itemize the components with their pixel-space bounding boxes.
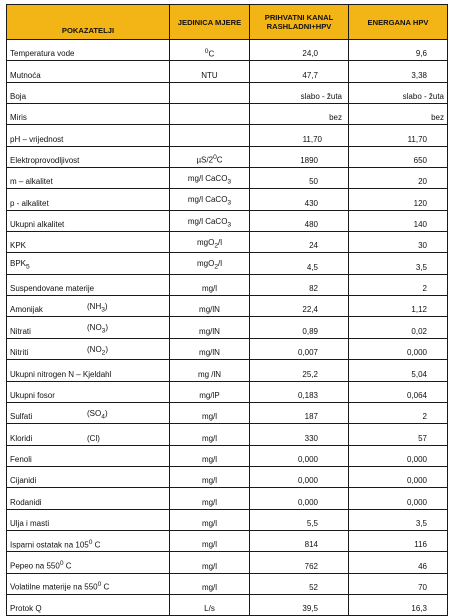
energana-hpv-value: 11,70: [349, 125, 448, 146]
parameter-cell: [7, 274, 170, 295]
table-row: [7, 253, 448, 274]
parameter-name: Rodanidi: [10, 497, 42, 507]
parameter-name: p - alkalitet: [10, 198, 49, 208]
table-row: [7, 594, 448, 615]
parameter-cell: [7, 360, 170, 381]
unit-cell: mg/l CaCO$_3$: [170, 189, 250, 210]
unit-cell: [170, 104, 250, 125]
unit-cell: mg/l: [170, 424, 250, 445]
unit-cell: mgO$_2$/l: [170, 253, 250, 274]
energana-hpv-value: 0,064: [349, 381, 448, 402]
prihvatni-kanal-value: 430: [250, 189, 349, 210]
parameter-name: Miris: [10, 113, 27, 123]
table-row: [7, 104, 448, 125]
parameter-cell: [7, 424, 170, 445]
parameter-cell: [7, 40, 170, 61]
parameter-cell: [7, 402, 170, 423]
parameter-cell: [7, 488, 170, 509]
energana-hpv-value: 0,000: [349, 488, 448, 509]
prihvatni-kanal-value: 0,89: [250, 317, 349, 338]
table-row: [7, 232, 448, 253]
header-energana-hpv: ENERGANA HPV: [349, 5, 448, 40]
table-row: [7, 573, 448, 594]
header-row: [7, 5, 448, 40]
unit-cell: mg/l: [170, 274, 250, 295]
energana-hpv-value: bez: [349, 104, 448, 125]
parameter-cell: [7, 594, 170, 615]
prihvatni-kanal-value: 187: [250, 402, 349, 423]
energana-hpv-value: 120: [349, 189, 448, 210]
unit-cell: mg /lN: [170, 360, 250, 381]
energana-hpv-value: slabo - žuta: [349, 82, 448, 103]
prihvatni-kanal-value: 47,7: [250, 61, 349, 82]
parameter-name: Fenoli: [10, 454, 32, 464]
header-jedinica-mjere: JEDINICA MJERE: [170, 5, 250, 40]
prihvatni-kanal-value: 22,4: [250, 296, 349, 317]
unit-cell: NTU: [170, 61, 250, 82]
table-row: [7, 40, 448, 61]
energana-hpv-value: 0,02: [349, 317, 448, 338]
table-row: [7, 530, 448, 551]
parameter-name: Amonijak: [10, 305, 43, 315]
prihvatni-kanal-value: 39,5: [250, 594, 349, 615]
table-row: [7, 445, 448, 466]
prihvatni-kanal-value: 0,007: [250, 338, 349, 359]
table-row: [7, 509, 448, 530]
energana-hpv-value: 16,3: [349, 594, 448, 615]
parameter-formula: (Cl): [87, 433, 100, 443]
parameter-formula: $(NH_3)$: [87, 301, 108, 314]
parameter-name: Ukupni nitrogen N – Kjeldahl: [10, 369, 112, 379]
parameter-name: Sulfati: [10, 412, 33, 422]
parameter-formula: $(NO_3)$: [87, 323, 109, 335]
prihvatni-kanal-value: 5,5: [250, 509, 349, 530]
parameter-name: m – alkalitet: [10, 177, 53, 187]
prihvatni-kanal-value: 814: [250, 530, 349, 551]
parameter-cell: [7, 381, 170, 402]
table-row: [7, 317, 448, 338]
parameter-name: Boja: [10, 92, 27, 102]
energana-hpv-value: 116: [349, 530, 448, 551]
table-body: [7, 40, 448, 616]
unit-cell: mg/l: [170, 402, 250, 423]
unit-cell: mg/lP: [170, 381, 250, 402]
parameter-name: Kloridi: [10, 433, 33, 443]
energana-hpv-value: 70: [349, 573, 448, 594]
prihvatni-kanal-value: 52: [250, 573, 349, 594]
parameter-cell: [7, 232, 170, 253]
energana-hpv-value: 46: [349, 552, 448, 573]
energana-hpv-value: 2: [349, 274, 448, 295]
prihvatni-kanal-value: 50: [250, 168, 349, 189]
energana-hpv-value: 0,000: [349, 338, 448, 359]
parameter-cell: [7, 338, 170, 359]
unit-cell: mg/l: [170, 509, 250, 530]
parameter-name: Protok Q: [10, 604, 42, 614]
table-row: [7, 168, 448, 189]
unit-cell: mg/lN: [170, 296, 250, 317]
prihvatni-kanal-value: 82: [250, 274, 349, 295]
prihvatni-kanal-value: slabo - žuta: [250, 82, 349, 103]
unit-cell: $\mu S/2^0C$: [170, 146, 250, 167]
prihvatni-kanal-value: 0,000: [250, 445, 349, 466]
prihvatni-kanal-value: 1890: [250, 146, 349, 167]
table-row: [7, 466, 448, 487]
parameter-cell: [7, 466, 170, 487]
energana-hpv-value: 20: [349, 168, 448, 189]
energana-hpv-value: 2: [349, 402, 448, 423]
energana-hpv-value: 3,5: [349, 509, 448, 530]
energana-hpv-value: 0,000: [349, 466, 448, 487]
table-row: [7, 189, 448, 210]
prihvatni-kanal-value: 0,183: [250, 381, 349, 402]
energana-hpv-value: 1,12: [349, 296, 448, 317]
parameter-formula: $(SO_4)$: [87, 408, 108, 421]
unit-cell: mg/l: [170, 466, 250, 487]
parameter-cell: [7, 61, 170, 82]
parameter-name: Nitriti: [10, 348, 29, 358]
parameter-cell: [7, 146, 170, 167]
parameter-name: Volatilne materije na $550^0$ C: [10, 581, 110, 592]
prihvatni-kanal-value: 762: [250, 552, 349, 573]
prihvatni-kanal-value: 25,2: [250, 360, 349, 381]
prihvatni-kanal-value: 330: [250, 424, 349, 445]
parameter-name: Ulja i masti: [10, 518, 50, 528]
parameter-name: Mutnoća: [10, 70, 41, 80]
parameter-cell: [7, 317, 170, 338]
energana-hpv-value: 0,000: [349, 445, 448, 466]
parameter-name: KPK: [10, 241, 27, 251]
parameter-formula: $(NO_2)$: [87, 344, 109, 357]
parameter-name: pH – vrijednost: [10, 134, 64, 144]
unit-cell: mg/l CaCO$_3$: [170, 210, 250, 231]
unit-cell: [170, 82, 250, 103]
parameter-cell: [7, 168, 170, 189]
table-row: [7, 82, 448, 103]
parameter-cell: [7, 573, 170, 594]
parameter-name: $BPK_5$: [10, 259, 30, 271]
table-row: [7, 61, 448, 82]
unit-cell: mg/l CaCO$_3$: [170, 168, 250, 189]
energana-hpv-value: 3,38: [349, 61, 448, 82]
table-row: [7, 210, 448, 231]
unit-cell: mg/l: [170, 552, 250, 573]
table-row: [7, 296, 448, 317]
parameter-name: Ukupni alkalitet: [10, 220, 65, 230]
parameter-cell: [7, 509, 170, 530]
parameter-cell: [7, 296, 170, 317]
unit-cell: L/s: [170, 594, 250, 615]
prihvatni-kanal-value: bez: [250, 104, 349, 125]
unit-cell: mg/l: [170, 530, 250, 551]
parameter-name: Pepeo na $550^0$ C: [10, 559, 72, 571]
prihvatni-kanal-value: 4,5: [250, 253, 349, 274]
table-row: [7, 360, 448, 381]
prihvatni-kanal-value: 0,000: [250, 466, 349, 487]
parameter-cell: [7, 445, 170, 466]
energana-hpv-value: 3,5: [349, 253, 448, 274]
header-prihvatni-kanal: PRIHVATNI KANAL RASHLADNI+HPV: [250, 5, 349, 40]
parameter-cell: [7, 210, 170, 231]
unit-cell: mg/lN: [170, 338, 250, 359]
table-row: [7, 125, 448, 146]
parameter-cell: [7, 104, 170, 125]
energana-hpv-value: 30: [349, 232, 448, 253]
table-row: [7, 381, 448, 402]
energana-hpv-value: 57: [349, 424, 448, 445]
table-row: [7, 552, 448, 573]
unit-cell: mg/lN: [170, 317, 250, 338]
parameter-cell: [7, 253, 170, 274]
energana-hpv-value: 9,6: [349, 40, 448, 61]
parameter-cell: [7, 189, 170, 210]
parameter-name: Isparni ostatak na $105^0$ C: [10, 538, 101, 550]
unit-cell: [170, 125, 250, 146]
unit-cell: mg/l: [170, 573, 250, 594]
table-row: [7, 402, 448, 423]
energana-hpv-value: 650: [349, 146, 448, 167]
table-row: [7, 424, 448, 445]
parameter-name: Ukupni fosor: [10, 390, 55, 400]
prihvatni-kanal-value: 0,000: [250, 488, 349, 509]
energana-hpv-value: 140: [349, 210, 448, 231]
table-row: [7, 274, 448, 295]
parameter-cell: [7, 125, 170, 146]
parameter-name: Suspendovane materije: [10, 284, 95, 294]
prihvatni-kanal-value: 24: [250, 232, 349, 253]
parameter-name: Cijanidi: [10, 476, 37, 486]
prihvatni-kanal-value: 11,70: [250, 125, 349, 146]
parameter-cell: [7, 82, 170, 103]
parameter-name: Elektroprovodljivost: [10, 156, 80, 166]
table-row: [7, 338, 448, 359]
table-row: [7, 488, 448, 509]
unit-cell: $^0$C: [170, 40, 250, 61]
parameter-cell: [7, 552, 170, 573]
unit-cell: mgO$_2$/l: [170, 232, 250, 253]
unit-cell: mg/l: [170, 488, 250, 509]
prihvatni-kanal-value: 24,0: [250, 40, 349, 61]
parameter-cell: [7, 530, 170, 551]
prihvatni-kanal-value: 480: [250, 210, 349, 231]
parameter-name: Temperatura vode: [10, 49, 75, 59]
parameter-name: Nitrati: [10, 326, 31, 336]
energana-hpv-value: 5,04: [349, 360, 448, 381]
water-quality-table: [6, 4, 448, 616]
unit-cell: mg/l: [170, 445, 250, 466]
table-row: [7, 146, 448, 167]
header-pokazatelji: POKAZATELJI: [7, 5, 170, 40]
